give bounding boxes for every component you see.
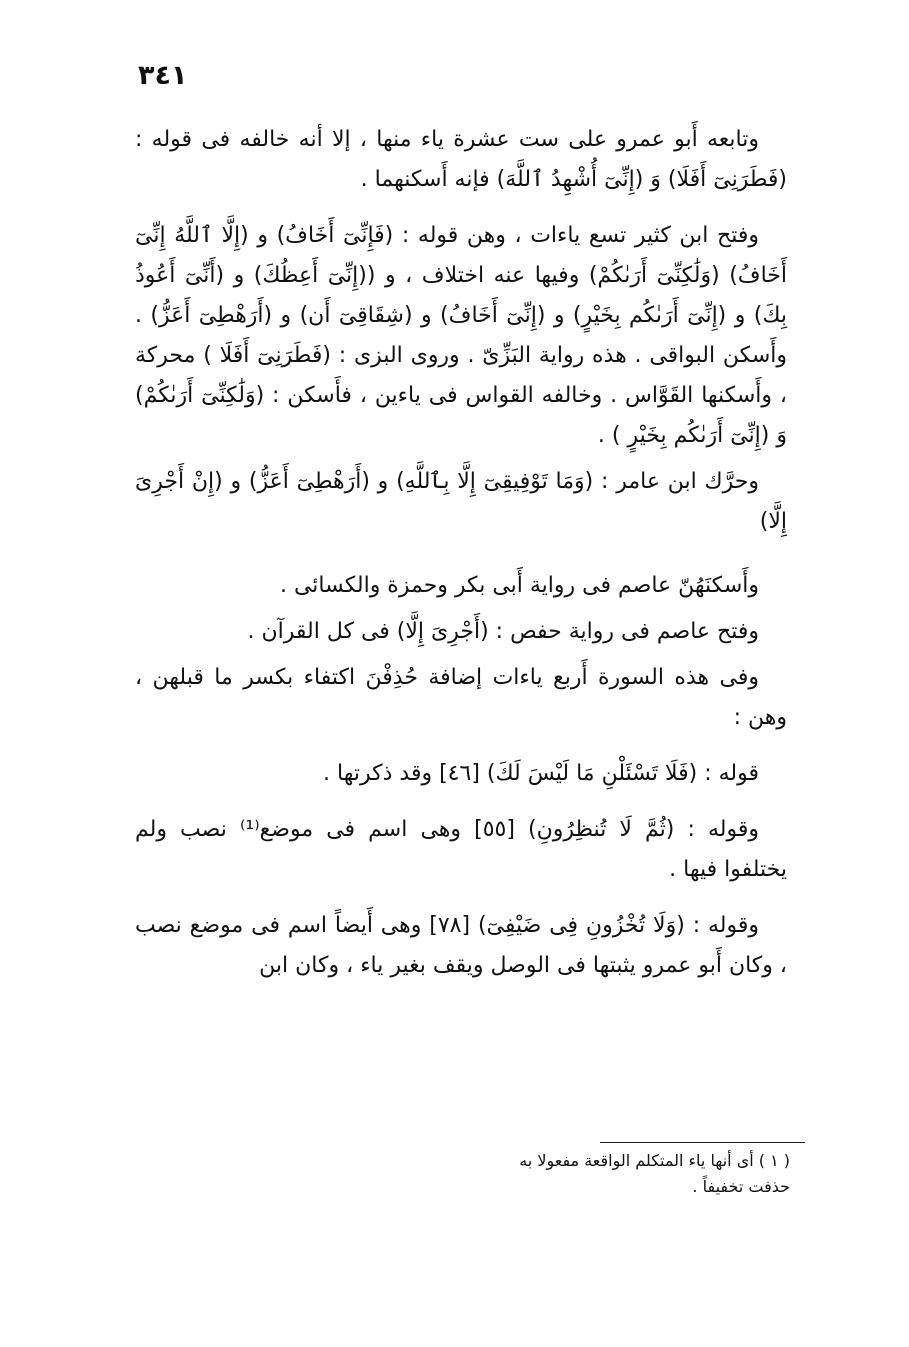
footnote-divider: [600, 1142, 805, 1143]
paragraph-asim-abu-bakr: وأَسكنَهُنّ عاصم فى رواية أَبى بكر وحمزة والكسائى .: [279, 573, 759, 598]
page-number: ٣٤١: [138, 60, 188, 91]
paragraph-asim-hafs: وفتح عاصم فى رواية حفص : (أَجْرِىَ إِلَّا) فى كل القرآن .: [247, 619, 759, 644]
main-text-block: [135, 120, 787, 986]
paragraph-verse-78: وقوله : (وَلَا تُخْزُونِ فِى ضَيْفِىٓ) [٧٨] وهى أَيضاً اسم فى موضع نصب ، وكان أَبو عمرو يثبتها فى الوصل ويقف بغير ياء ، وكان ابن: [135, 913, 787, 978]
paragraph-ibn-amir: وحرَّك ابن عامر : (وَمَا تَوْفِيقِىٓ إِلَّا بِٱللَّهِ) و (أَرَهْطِىٓ أَعَزُّ) و (إِنْ أَجْرِىَ إِلَّا): [135, 469, 787, 534]
footnote-line: ( ١ ) أى أنها ياء المتكلم الواقعة مفعولا به: [519, 1151, 790, 1170]
footnotes: [420, 1148, 790, 1200]
paragraph-verse-46: قوله : (فَلَا تَسْئَلْنِ مَا لَيْسَ لَكَ) [٤٦] وقد ذكرتها .: [323, 761, 759, 786]
paragraph-ibn-kathir: وفتح ابن كثير تسع ياءات ، وهن قوله : (فَإِنِّىٓ أَخَافُ) و (إِلَّا ٱللَّهُ إِنِّىٓ أَخَافُ) (وَلَٰكِنِّىٓ أَرَىٰكُمْ) وفيها عنه اختلاف ، و ((إِنِّىٓ أَعِظُكَ) و (أَنِّىٓ أَعُوذُ بِكَ) و (إِنِّىٓ أَرَىٰكُم بِخَيْرٍ) و (إِنِّىٓ أَخَافُ) و (شِقَاقِىٓ أَن) و (أَرَهْطِىٓ أَعَزُّ) . وأَسكن البواقى . هذه رواية البَزِّىّ . وروى البزى : (فَطَرَنِىٓ أَفَلَا ) محركة ، وأَسكنها القَوَّاس . وخالفه القواس فى ياءين ، فأَسكن : (وَلَٰكِنِّىٓ أَرَىٰكُمْ) وَ (إِنِّىٓ أَرَىٰكُم بِخَيْرٍ ) .: [135, 223, 787, 448]
paragraph-deleted-yaat: وفى هذه السورة أَربع ياءات إضافة حُذِفْنَ اكتفاء بكسر ما قبلهن ، وهن :: [135, 665, 787, 730]
paragraph-abu-amr: وتابعه أَبو عمرو على ست عشرة ياء منها ، إلا أنه خالفه فى قوله : (فَطَرَنِىٓ أَفَلَا) وَ (إِنِّىٓ أُشْهِدُ ٱللَّهَ) فإنه أَسكنهما .: [135, 127, 787, 192]
footnote-line: حذفت تخفيفاً .: [692, 1177, 790, 1196]
paragraph-verse-55: وقوله : (ثُمَّ لَا تُنظِرُونِ) [٥٥] وهى اسم فى موضع⁽¹⁾ نصب ولم يختلفوا فيها .: [135, 817, 787, 882]
